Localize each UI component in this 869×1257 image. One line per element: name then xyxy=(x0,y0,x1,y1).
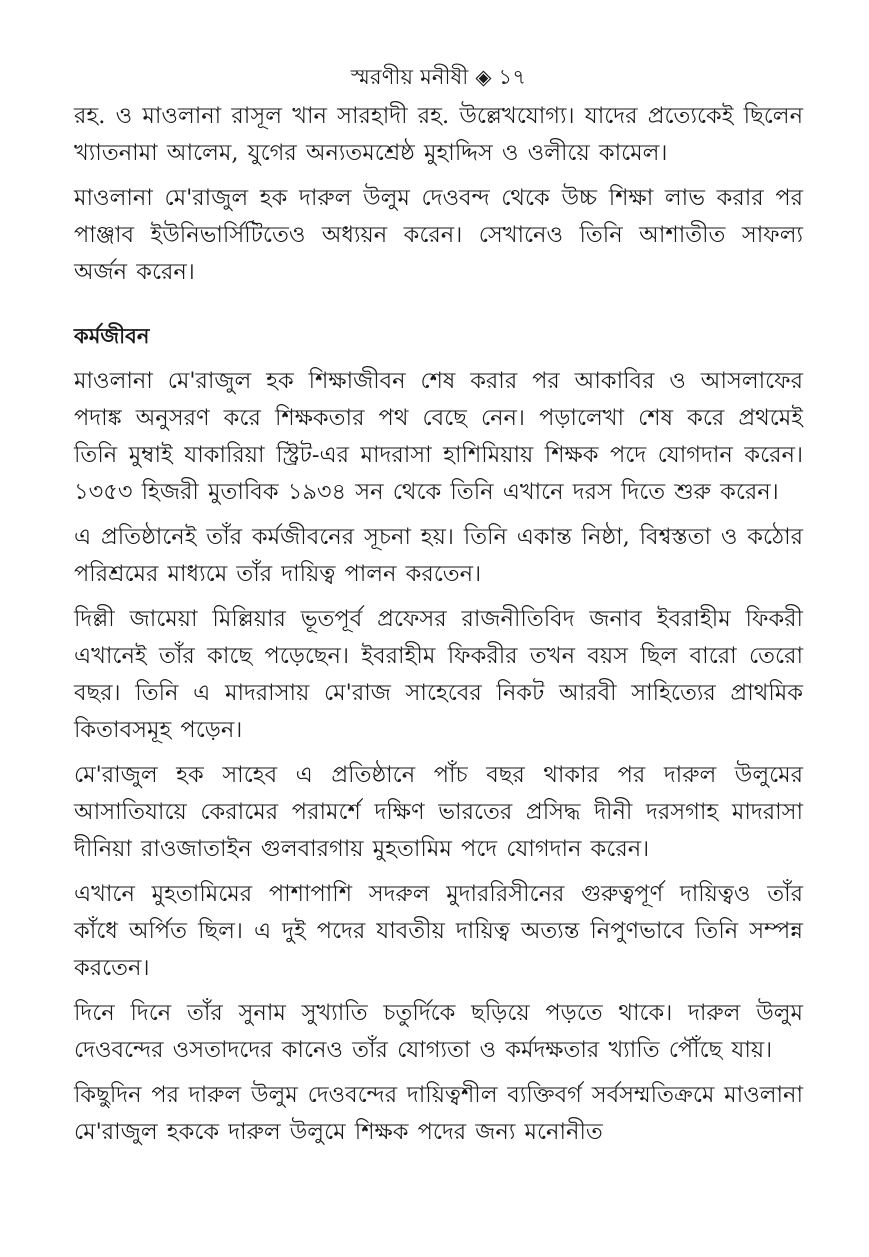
paragraph-responsibilities: এখানে মুহতামিমের পাশাপাশি সদরুল মুদাররিসীনের গুরুত্বপূর্ণ দায়িত্বও তাঁর কাঁধে অর্পিত ছিল। এ দুই পদের যাবতীয় দায়িত্ব অত্যন্ত নিপুণভাবে তিনি সম্পন্ন করতেন। xyxy=(74,881,803,981)
paragraph-dedication: এ প্রতিষ্ঠানেই তাঁর কর্মজীবনের সূচনা হয়। তিনি একান্ত নিষ্ঠা, বিশ্বস্ততা ও কঠোর পরিশ্রমের মাধ্যমে তাঁর দায়িত্ব পালন করতেন। xyxy=(74,524,803,587)
section-heading: কর্মজীবন xyxy=(74,323,150,348)
paragraph-higher-education: মাওলানা মে'রাজুল হক দারুল উলুম দেওবন্দ থেকে উচ্চ শিক্ষা লাভ করার পর পাঞ্জাব ইউনিভার্সিটিতেও অধ্যয়ন করেন। সেখানেও তিনি আশাতীত সাফল্য অর্জন করেন। xyxy=(74,185,803,285)
paragraph-student-ibrahim-fikri: দিল্লী জামেয়া মিল্লিয়ার ভূতপূর্ব প্রফেসর রাজনীতিবিদ জনাব ইবরাহীম ফিকরী এখানেই তাঁর কাছে পড়েছেন। ইবরাহীম ফিকরীর তখন বয়স ছিল বারো তেরো বছর। তিনি এ মাদরাসায় মে'রাজ সাহেবের নিকট আরবী সাহিত্যের প্রাথমিক কিতাবসমূহ পড়েন। xyxy=(74,606,803,743)
paragraph-reputation: দিনে দিনে তাঁর সুনাম সুখ্যাতি চতুর্দিকে ছড়িয়ে পড়তে থাকে। দারুল উলুম দেওবন্দের ওসতাদদের কানেও তাঁর যোগ্যতা ও কর্মদক্ষতার খ্যাতি পৌঁছে যায়। xyxy=(74,1000,803,1063)
paragraph-teachers-list: রহ. ও মাওলানা রাসূল খান সারহাদী রহ. উল্লেখযোগ্য। যাদের প্রত্যেকেই ছিলেন খ্যাতনামা আলেম, যুগের অন্যতমশ্রেষ্ঠ মুহাদ্দিস ও ওলীয়ে কামেল। xyxy=(74,103,803,166)
running-head: স্মরণীয় মনীষী ◈ ১৭ xyxy=(350,65,527,89)
paragraph-gulbarga: মে'রাজুল হক সাহেব এ প্রতিষ্ঠানে পাঁচ বছর থাকার পর দারুল উলুমের আসাতিযায়ে কেরামের পরামর্শে দক্ষিণ ভারতের প্রসিদ্ধ দীনী দরসগাহ মাদরাসা দীনিয়া রাওজাতাইন গুলবারগায় মুহতামিম পদে যোগদান করেন। xyxy=(74,762,803,862)
paragraph-career-start: মাওলানা মে'রাজুল হক শিক্ষাজীবন শেষ করার পর আকাবির ও আসলাফের পদাঙ্ক অনুসরণ করে শিক্ষকতার পথ বেছে নেন। পড়ালেখা শেষ করে প্রথমেই তিনি মুম্বাই যাকারিয়া স্ট্রিট-এর মাদরাসা হাশিমিয়ায় শিক্ষক পদে যোগদান করেন। ১৩৫৩ হিজরী মুতাবিক ১৯৩৪ সন থেকে তিনি এখানে দরস দিতে শুরু করেন। xyxy=(74,368,803,505)
paragraph-deoband-nomination: কিছুদিন পর দারুল উলুম দেওবন্দের দায়িত্বশীল ব্যক্তিবর্গ সর্বসম্মতিক্রমে মাওলানা মে'রাজুল হককে দারুল উলুমে শিক্ষক পদের জন্য মনোনীত xyxy=(74,1082,803,1145)
